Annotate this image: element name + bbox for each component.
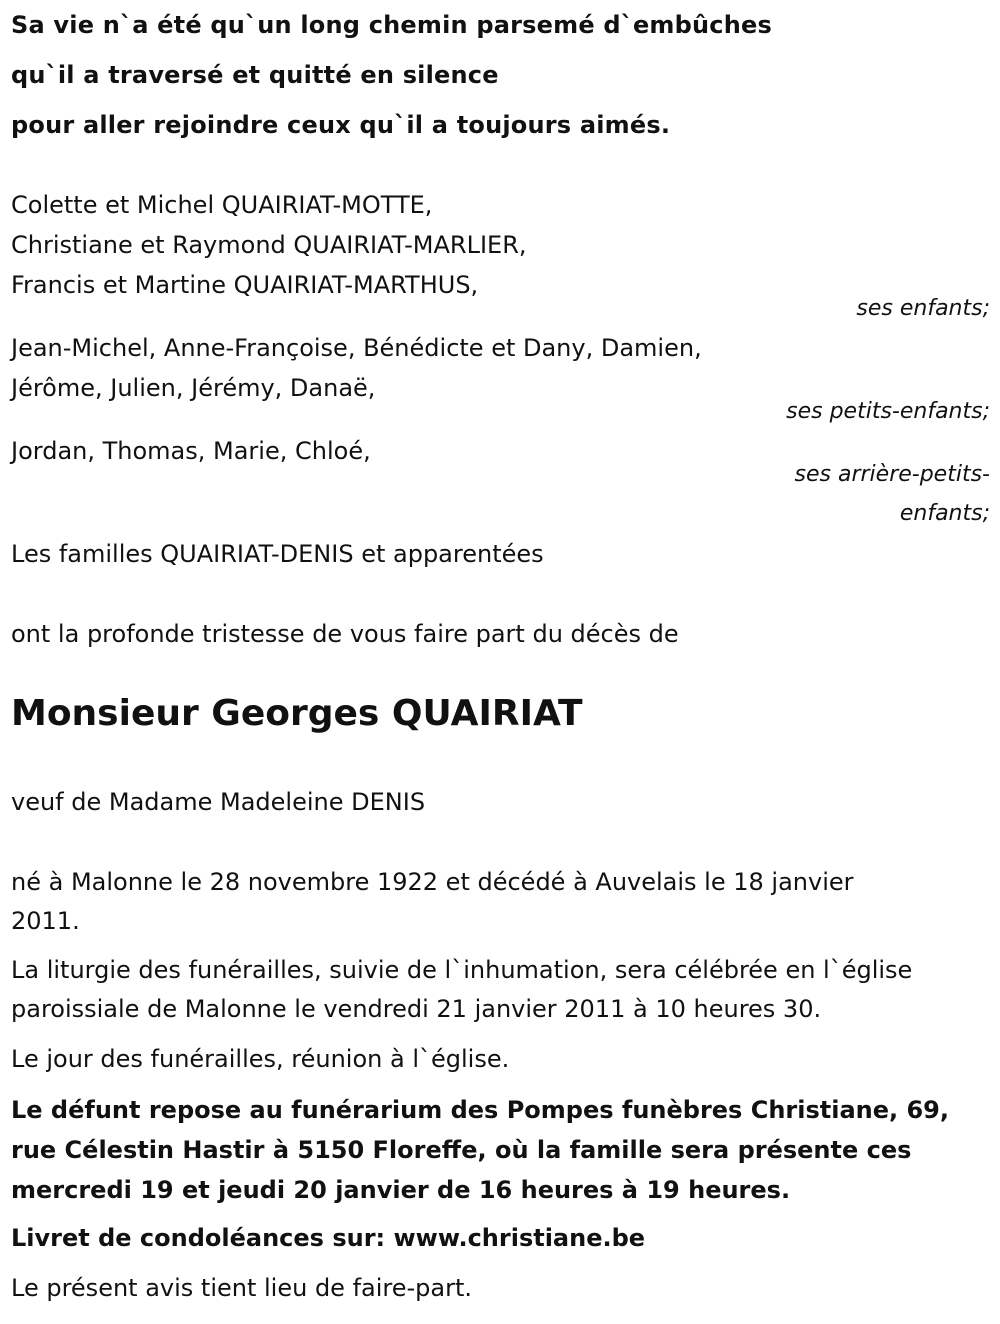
epigraph-line-2: qu`il a traversé et quitté en silence [11, 61, 499, 89]
epigraph-line-1: Sa vie n`a été qu`un long chemin parsemé d`embûches [11, 11, 772, 39]
funeral-home-line-3: mercredi 19 et jeudi 20 janvier de 16 heures à 19 heures. [11, 1176, 791, 1204]
grandchild-line-1: Jean-Michel, Anne-Françoise, Bénédicte et Dany, Damien, [11, 334, 702, 362]
funeral-home-line-2: rue Célestin Hastir à 5150 Floreffe, où la famille sera présente ces [11, 1136, 912, 1164]
great-grandchildren-label-1: ses arrière-petits- [794, 462, 990, 487]
great-grandchildren-label-2: enfants; [899, 501, 990, 526]
child-line-3: Francis et Martine QUAIRIAT-MARTHUS, [11, 271, 479, 299]
announcement-line: ont la profonde tristesse de vous faire part du décès de [11, 620, 679, 648]
liturgy-line-2: paroissiale de Malonne le vendredi 21 janvier 2011 à 10 heures 30. [11, 995, 822, 1023]
families-line: Les familles QUAIRIAT-DENIS et apparentées [11, 540, 544, 568]
grandchild-line-2: Jérôme, Julien, Jérémy, Danaë, [11, 374, 376, 402]
grandchildren-label: ses petits-enfants; [786, 399, 990, 424]
widower-line: veuf de Madame Madeleine DENIS [11, 788, 426, 816]
birth-death-line-2: 2011. [11, 907, 80, 935]
birth-death-line-1: né à Malonne le 28 novembre 1922 et décédé à Auvelais le 18 janvier [11, 868, 854, 896]
deceased-name: Monsieur Georges QUAIRIAT [11, 693, 583, 734]
funeral-home-line-1: Le défunt repose au funérarium des Pompes funèbres Christiane, 69, [11, 1096, 949, 1124]
liturgy-line-1: La liturgie des funérailles, suivie de l`inhumation, sera célébrée en l`église [11, 956, 913, 984]
epigraph-line-3: pour aller rejoindre ceux qu`il a toujours aimés. [11, 111, 671, 139]
great-grandchild-line-1: Jordan, Thomas, Marie, Chloé, [11, 437, 371, 465]
children-label: ses enfants; [856, 296, 990, 321]
child-line-1: Colette et Michel QUAIRIAT-MOTTE, [11, 191, 433, 219]
notice-line: Le présent avis tient lieu de faire-part. [11, 1274, 473, 1302]
meeting-line: Le jour des funérailles, réunion à l`église. [11, 1045, 510, 1073]
child-line-2: Christiane et Raymond QUAIRIAT-MARLIER, [11, 231, 527, 259]
condolences-line: Livret de condoléances sur: www.christiane.be [11, 1224, 646, 1252]
